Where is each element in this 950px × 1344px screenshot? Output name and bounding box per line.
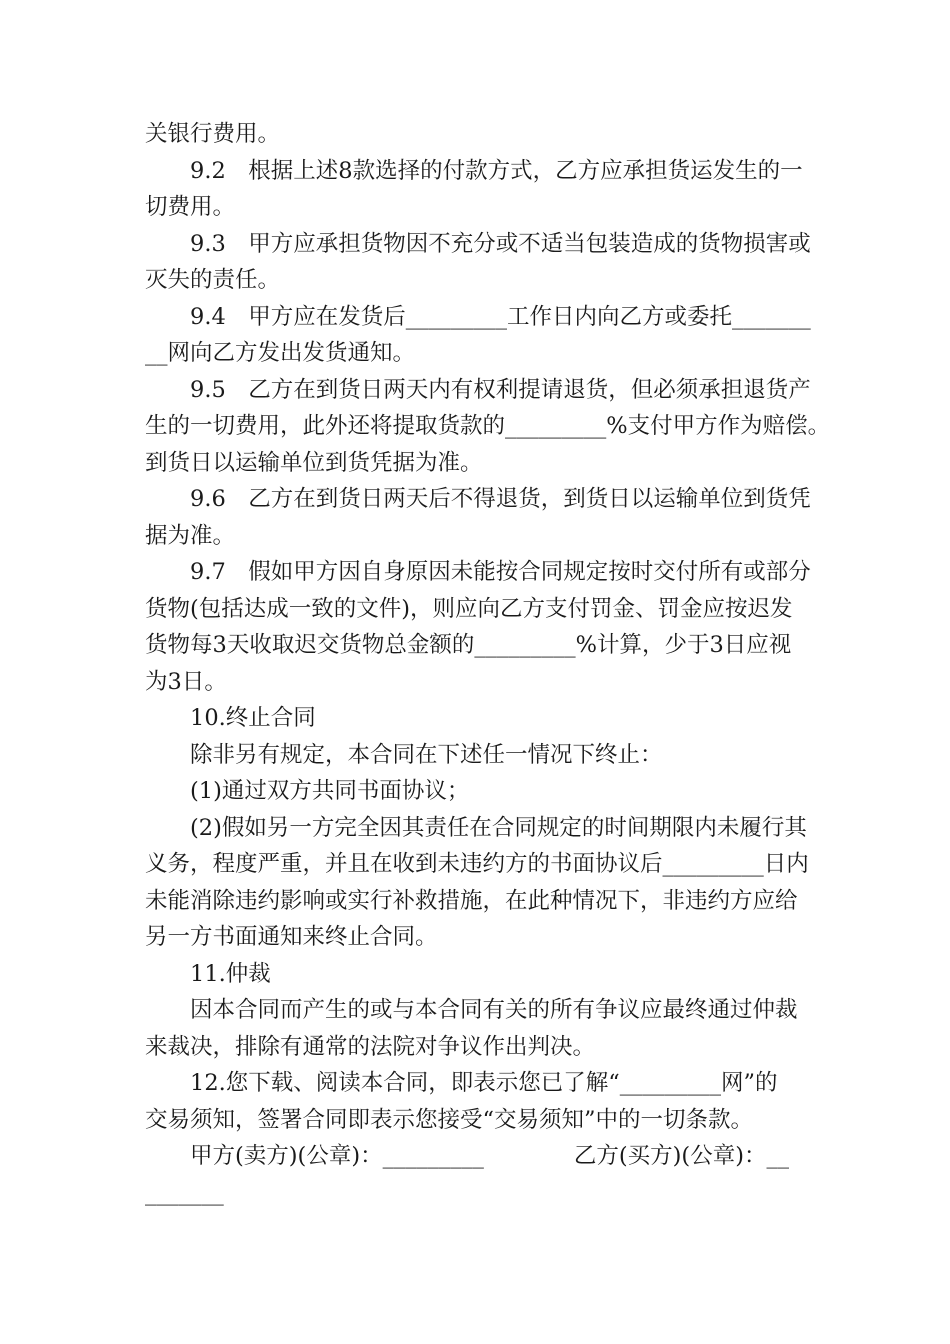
- text-line: 9.2 根据上述8款选择的付款方式，乙方应承担货运发生的一: [190, 157, 803, 184]
- text-line: (1)通过双方共同书面协议；: [190, 778, 470, 804]
- text-line: 9.4 甲方应在发货后_________工作日内向乙方或委托_______: [190, 303, 811, 330]
- text-line: 到货日以运输单位到货凭据为准。: [145, 449, 483, 476]
- text-line: 9.6 乙方在到货日两天后不得退货，到货日以运输单位到货凭: [190, 486, 811, 512]
- text-line: 为3日。: [145, 668, 227, 695]
- text-line: 来裁决，排除有通常的法院对争议作出判决。: [145, 1033, 596, 1060]
- text-line: 灭失的责任。: [145, 267, 281, 293]
- contract-body-text: [145, 116, 831, 1211]
- text-line: 甲方(卖方)(公章)：_________ 乙方(买方)(公章)：__: [190, 1143, 789, 1169]
- text-line: 除非另有规定，本合同在下述任一情况下终止：: [190, 741, 663, 768]
- text-line: 另一方书面通知来终止合同。: [145, 924, 438, 950]
- text-line: 未能消除违约影响或实行补救措施，在此种情况下，非违约方应给: [145, 887, 798, 914]
- text-line: __网向乙方发出发货通知。: [145, 340, 416, 366]
- text-line: 12.您下载、阅读本合同，即表示您已了解“_________网”的: [190, 1070, 778, 1096]
- text-line: 11.仲裁: [190, 960, 271, 987]
- text-line: 义务，程度严重，并且在收到未违约方的书面协议后_________日内: [145, 851, 809, 877]
- text-line: 货物每3天收取迟交货物总金额的_________%计算，少于3日应视: [145, 632, 792, 658]
- text-line: 9.3 甲方应承担货物因不充分或不适当包装造成的货物损害或: [190, 230, 811, 257]
- text-line: _______: [145, 1179, 224, 1206]
- text-line: 关银行费用。: [145, 121, 281, 147]
- text-line: 9.7 假如甲方因自身原因未能按合同规定按时交付所有或部分: [190, 559, 811, 585]
- text-line: 9.5 乙方在到货日两天内有权利提请退货，但必须承担退货产: [190, 376, 811, 403]
- text-line: 切费用。: [145, 194, 236, 220]
- text-line: (2)假如另一方完全因其责任在合同规定的时间期限内未履行其: [190, 814, 807, 841]
- text-line: 生的一切费用，此外还将提取货款的_________%支付甲方作为赔偿。: [145, 413, 831, 439]
- text-line: 货物(包括达成一致的文件)，则应向乙方支付罚金、罚金应按迟发: [145, 595, 793, 622]
- text-line: 交易须知，签署合同即表示您接受“交易须知”中的一切条款。: [145, 1106, 754, 1133]
- text-line: 因本合同而产生的或与本合同有关的所有争议应最终通过仲裁: [190, 997, 798, 1023]
- text-line: 据为准。: [145, 522, 236, 549]
- text-line: 10.终止合同: [190, 705, 316, 731]
